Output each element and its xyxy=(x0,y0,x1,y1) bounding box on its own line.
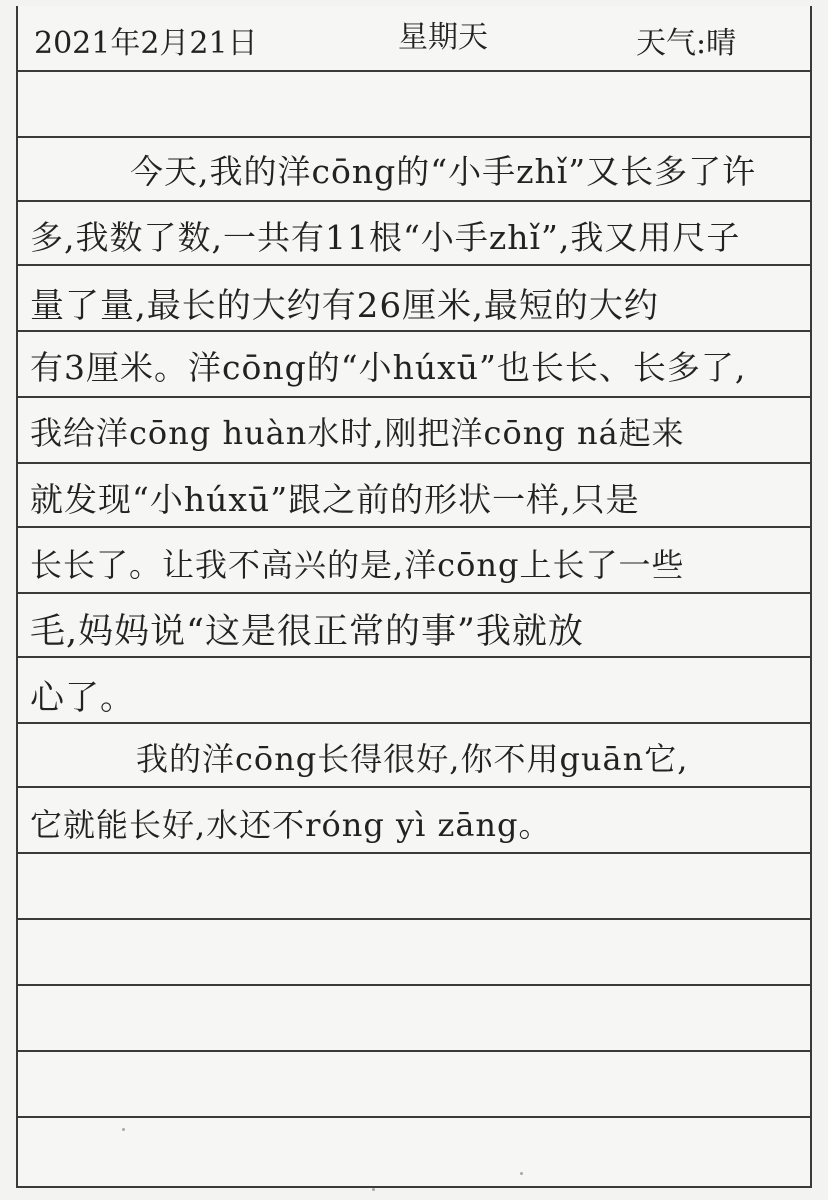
text-line: 心了。 xyxy=(30,678,135,718)
ruled-line xyxy=(16,200,812,202)
text-line: 我的洋cōng长得很好,你不用guān它, xyxy=(136,740,689,778)
diary-weather: 天气:晴 xyxy=(636,26,737,61)
text-line: 量了量,最长的大约有26厘米,最短的大约 xyxy=(30,286,659,326)
text-line: 毛,妈妈说“这是很正常的事”我就放 xyxy=(30,612,584,652)
ruled-line xyxy=(16,984,812,986)
text-line: 它就能长好,水还不róng yì zāng。 xyxy=(30,806,552,844)
ruled-line xyxy=(16,918,812,920)
diary-weekday: 星期天 xyxy=(398,20,488,55)
ruled-line xyxy=(16,396,812,398)
ruled-line xyxy=(16,1050,812,1052)
text-line: 今天,我的洋cōng的“小手zhǐ”又长多了许 xyxy=(130,152,757,191)
ruled-line xyxy=(16,656,812,658)
ruled-line xyxy=(16,592,812,594)
paper-speck xyxy=(372,1188,375,1191)
diary-date: 2021年2月21日 xyxy=(34,26,258,61)
paper-speck xyxy=(122,1128,125,1131)
ruled-line xyxy=(16,330,812,332)
ruled-line xyxy=(16,526,812,528)
text-line: 多,我数了数,一共有11根“小手zhǐ”,我又用尺子 xyxy=(30,218,741,257)
ruled-line xyxy=(16,462,812,464)
ruled-line xyxy=(16,786,812,788)
ruled-line xyxy=(16,136,812,138)
ruled-line xyxy=(16,852,812,854)
text-line: 我给洋cōng huàn水时,刚把洋cōng ná起来 xyxy=(30,414,685,452)
ruled-line xyxy=(16,264,812,266)
text-line: 就发现“小húxū”跟之前的形状一样,只是 xyxy=(30,480,640,519)
text-line: 有3厘米。洋cōng的“小húxū”也长长、长多了, xyxy=(30,348,747,387)
ruled-line xyxy=(16,722,812,724)
text-line: 长长了。让我不高兴的是,洋cōng上长了一些 xyxy=(30,546,685,584)
paper-speck xyxy=(520,1172,523,1175)
ruled-line xyxy=(16,1116,812,1118)
ruled-line xyxy=(16,70,812,72)
